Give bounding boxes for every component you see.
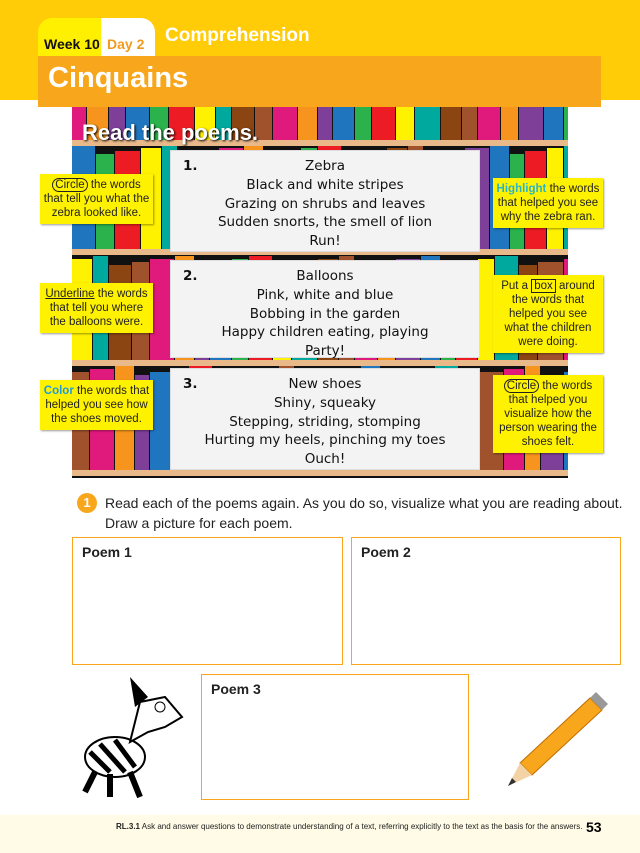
poem-1-drawing-box[interactable] — [72, 537, 343, 665]
note-color-shoes: Color the words that helped you see how the shoes moved. — [40, 380, 153, 430]
poem-line: Pink, white and blue — [256, 286, 394, 303]
page-number: 53 — [586, 819, 602, 835]
week-tab: Week 10 — [38, 18, 101, 69]
poem-line: Ouch! — [304, 451, 346, 468]
instruction-heading: Read the poems. — [82, 120, 259, 145]
note-circle-shoes: Circle the words that helped you visualize how the person wearing the shoes felt. — [493, 375, 603, 453]
book — [478, 259, 494, 360]
book — [441, 107, 461, 140]
poem-1 — [170, 150, 480, 252]
poem-line: Hurting my heels, pinching my toes — [204, 432, 446, 449]
page-title: Cinquains — [38, 56, 601, 107]
book — [298, 107, 317, 140]
poem-line: Grazing on shrubs and leaves — [224, 195, 426, 212]
box-label: Poem 1 — [82, 544, 132, 560]
book — [478, 107, 500, 140]
book — [318, 107, 332, 140]
poem-2 — [170, 260, 480, 358]
day-tab: Day 2 — [101, 18, 155, 69]
poem-line: Black and white stripes — [246, 176, 404, 193]
question-text: Read each of the poems again. As you do so, visualize what you are reading about. Draw a picture for each poem. — [105, 495, 623, 531]
zebra-illustration — [70, 672, 190, 802]
book — [564, 107, 568, 140]
question-1 — [77, 493, 637, 533]
book — [150, 372, 171, 470]
poem-3 — [170, 368, 480, 470]
note-box-children: Put a box around the words that helped you see what the children were doing. — [493, 275, 603, 353]
section-label: Comprehension — [165, 25, 310, 46]
poem-line: Sudden snorts, the smell of lion — [217, 214, 433, 231]
book — [396, 107, 414, 140]
book — [544, 107, 563, 140]
note-circle-zebra: Circle the words that tell you what the zebra looked like. — [40, 174, 153, 224]
poem-2-drawing-box[interactable] — [351, 537, 621, 665]
book — [462, 107, 477, 140]
poem-number: 3. — [183, 376, 198, 392]
poem-line: Stepping, striding, stomping — [229, 413, 421, 430]
poem-line: Happy children eating, playing — [221, 324, 429, 341]
note-underline-balloons: Underline the words that tell you where the balloons were. — [40, 283, 153, 333]
poem-3-drawing-box[interactable] — [201, 674, 469, 800]
book — [355, 107, 371, 140]
poem-title: New shoes — [288, 376, 362, 392]
box-label: Poem 3 — [211, 681, 261, 697]
poem-title: Balloons — [296, 268, 354, 284]
poem-number: 1. — [183, 158, 198, 174]
book — [273, 107, 297, 140]
book — [372, 107, 395, 140]
poem-line: Shiny, squeaky — [273, 394, 377, 411]
standard-text: RL.3.1 Ask and answer questions to demonstrate understanding of a text, referring explicitly to the text as the basis for the answers. — [116, 822, 583, 831]
box-label: Poem 2 — [361, 544, 411, 560]
book — [415, 107, 440, 140]
poem-line: Bobbing in the garden — [249, 305, 401, 322]
book — [519, 107, 543, 140]
note-highlight-zebra: Highlight the words that helped you see why the zebra ran. — [493, 178, 603, 228]
book — [333, 107, 354, 140]
poem-title: Zebra — [305, 158, 345, 174]
poem-number: 2. — [183, 268, 198, 284]
question-number: 1 — [77, 493, 97, 513]
book — [501, 107, 518, 140]
poem-line: Party! — [304, 343, 346, 360]
footer — [0, 815, 640, 853]
pencil-illustration — [500, 688, 610, 788]
poem-line: Run! — [309, 233, 341, 250]
